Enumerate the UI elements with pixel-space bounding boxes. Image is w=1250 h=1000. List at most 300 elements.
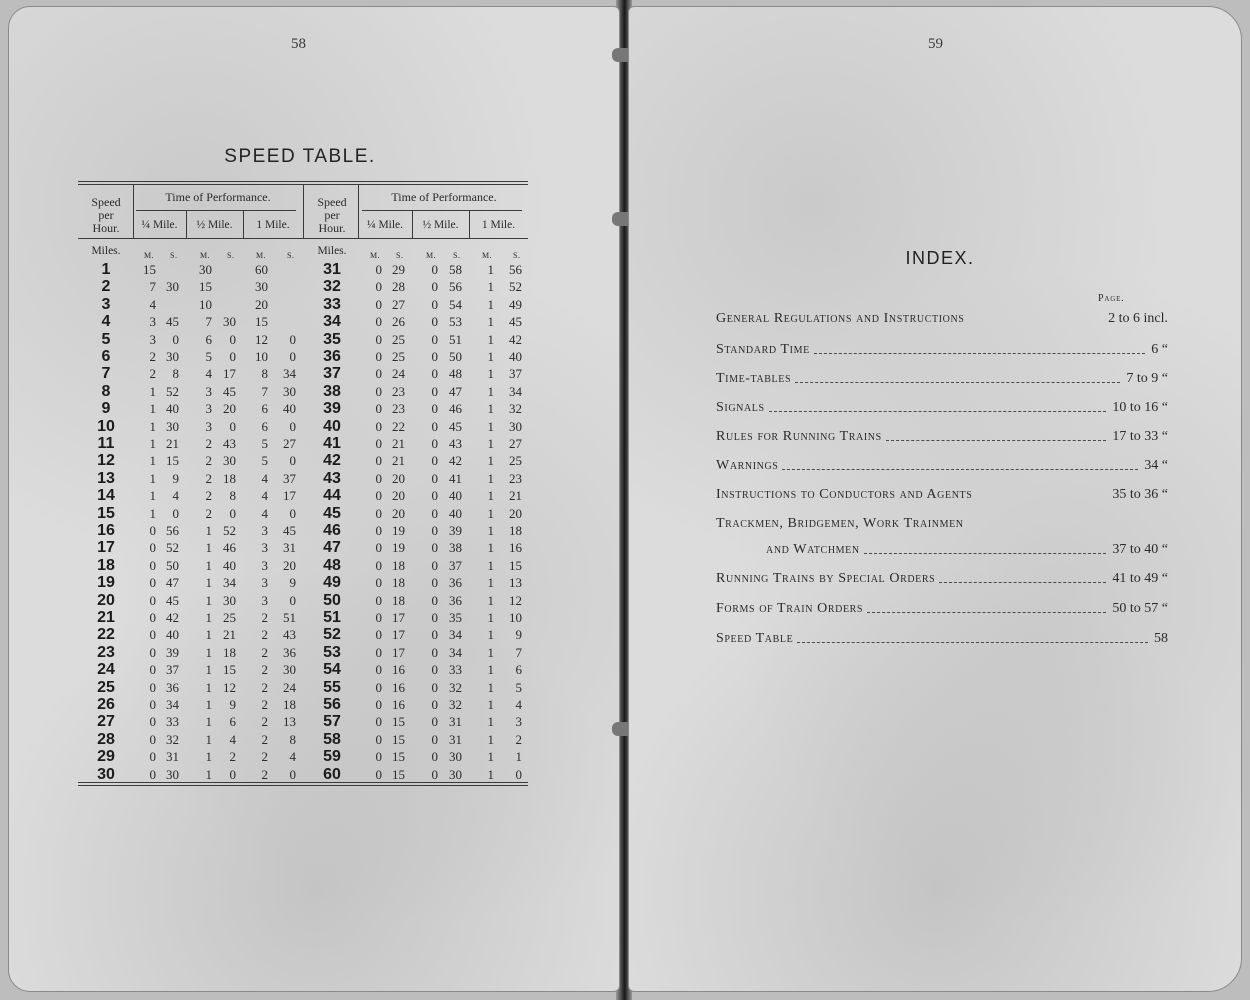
- speed-per-hour-header: Speed per Hour.: [91, 195, 121, 235]
- speed-value: 19: [97, 574, 115, 592]
- minutes-value: 0: [431, 575, 438, 591]
- seconds-value: 34: [283, 366, 296, 382]
- minutes-value: 1: [205, 697, 212, 712]
- index-entry-label: General Regulations and Instructions: [716, 311, 965, 326]
- index-leader-dots: [864, 553, 1106, 554]
- minutes-value: 10: [199, 296, 212, 312]
- seconds-value: 23: [392, 383, 405, 399]
- seconds-value: 21: [392, 453, 405, 469]
- minutes-value: 0: [375, 349, 382, 364]
- seconds-value: 18: [509, 523, 522, 538]
- index-entry-page: 37 to 40 “: [1112, 542, 1168, 557]
- minutes-value: 0: [431, 470, 438, 486]
- speed-table-title: SPEED TABLE.: [224, 146, 376, 167]
- table-row: [78, 609, 528, 626]
- seconds-value: 50: [449, 349, 462, 364]
- seconds-value: 2: [229, 749, 236, 765]
- speed-per-hour-header: Speed per Hour.: [317, 195, 347, 235]
- speed-value: 8: [101, 382, 111, 400]
- minutes-value: 8: [261, 366, 268, 382]
- minutes-value: 1: [487, 540, 494, 556]
- minutes-value: 0: [375, 383, 382, 399]
- table-row: [78, 278, 528, 295]
- speed-value: 10: [97, 417, 115, 435]
- minutes-value: 1: [487, 331, 494, 347]
- seconds-value: 34: [449, 627, 462, 643]
- speed-value: 3: [101, 295, 111, 313]
- minutes-value: 0: [431, 262, 438, 277]
- speed-value: 46: [323, 522, 341, 539]
- table-row: [78, 348, 528, 365]
- minutes-value: 1: [205, 749, 212, 765]
- seconds-value: 30: [509, 418, 522, 434]
- speed-value: 58: [323, 730, 341, 748]
- seconds-value: 17: [283, 488, 296, 504]
- minutes-value: 2: [261, 679, 268, 695]
- seconds-value: 0: [229, 505, 236, 521]
- speed-value: 55: [323, 678, 341, 696]
- index-entry: [716, 601, 1168, 621]
- seconds-value: 52: [509, 279, 522, 295]
- table-row: [78, 522, 528, 539]
- seconds-value: 16: [392, 697, 405, 712]
- table-row: [78, 313, 528, 330]
- seconds-value: 1: [515, 749, 522, 765]
- seconds-value: 32: [449, 679, 462, 695]
- seconds-value: 32: [449, 697, 462, 712]
- seconds-value: 21: [509, 488, 522, 504]
- minutes-value: 0: [431, 557, 438, 573]
- minutes-value: 6: [261, 418, 268, 434]
- minutes-value: 1: [205, 540, 212, 556]
- minutes-value: 2: [205, 488, 212, 504]
- seconds-value: 56: [449, 279, 462, 295]
- speed-value: 37: [323, 365, 341, 383]
- table-row: [78, 592, 528, 609]
- table-row: [78, 766, 528, 783]
- seconds-value: 17: [392, 610, 405, 625]
- index-leader-dots: [769, 411, 1106, 412]
- minutes-value: 1: [487, 679, 494, 695]
- seconds-value: 8: [229, 488, 236, 504]
- seconds-value: 17: [392, 644, 405, 660]
- minutes-value: 3: [205, 401, 212, 417]
- minutes-value: 0: [149, 523, 156, 538]
- minutes-value: 1: [487, 697, 494, 712]
- seconds-value: 8: [289, 731, 296, 747]
- seconds-value: 31: [166, 749, 179, 765]
- table-row: [78, 261, 528, 278]
- miles-unit: Miles.: [317, 245, 347, 257]
- minutes-value: 0: [375, 679, 382, 695]
- index-entry-label: Speed Table: [716, 631, 794, 646]
- speed-value: 41: [323, 435, 341, 452]
- seconds-value: 18: [283, 697, 296, 712]
- minutes-value: 12: [255, 331, 268, 347]
- index-entry: [716, 542, 1168, 562]
- index-entry-label: Signals: [716, 400, 765, 415]
- seconds-value: 32: [166, 731, 179, 747]
- seconds-value: 47: [449, 383, 462, 399]
- quarter-mile-header: ¼ Mile.: [141, 219, 178, 231]
- seconds-value: 43: [449, 436, 462, 451]
- seconds-unit: S.: [396, 251, 404, 260]
- speed-value: 38: [323, 382, 341, 400]
- minutes-value: 0: [375, 418, 382, 434]
- minutes-value: 1: [149, 418, 156, 434]
- seconds-value: 42: [166, 610, 179, 625]
- minutes-value: 5: [261, 436, 268, 451]
- minutes-value: 1: [487, 488, 494, 504]
- seconds-value: 19: [392, 540, 405, 556]
- seconds-value: 3: [515, 714, 522, 730]
- seconds-value: 23: [509, 470, 522, 486]
- minutes-value: 1: [149, 488, 156, 504]
- speed-value: 40: [323, 417, 341, 435]
- speed-value: 24: [97, 661, 115, 679]
- minutes-value: 1: [149, 505, 156, 521]
- speed-value: 49: [323, 574, 341, 592]
- speed-value: 27: [97, 713, 115, 731]
- seconds-value: 34: [509, 383, 522, 399]
- seconds-value: 9: [172, 470, 179, 486]
- minutes-value: 0: [375, 627, 382, 643]
- minutes-value: 1: [487, 401, 494, 417]
- miles-unit: Miles.: [91, 245, 121, 257]
- seconds-value: 48: [449, 366, 462, 382]
- seconds-value: 41: [449, 470, 462, 486]
- minutes-value: 0: [375, 331, 382, 347]
- index-leader-dots: [886, 440, 1106, 441]
- minutes-value: 1: [487, 592, 494, 608]
- minutes-value: 0: [375, 697, 382, 712]
- minutes-value: 0: [431, 383, 438, 399]
- minutes-value: 1: [487, 766, 494, 782]
- table-row: [78, 748, 528, 765]
- seconds-value: 45: [223, 383, 236, 399]
- minutes-value: 0: [375, 592, 382, 608]
- minutes-value: 6: [261, 401, 268, 417]
- seconds-value: 30: [223, 314, 236, 330]
- seconds-value: 39: [166, 644, 179, 660]
- seconds-value: 12: [509, 592, 522, 608]
- seconds-value: 29: [392, 262, 405, 277]
- speed-value: 36: [323, 348, 341, 365]
- seconds-value: 0: [289, 766, 296, 782]
- speed-value: 44: [323, 487, 341, 505]
- index-entry-page: 35 to 36 “: [1112, 487, 1168, 502]
- speed-value: 45: [323, 504, 341, 522]
- seconds-value: 50: [166, 557, 179, 573]
- seconds-value: 15: [166, 453, 179, 469]
- seconds-value: 24: [283, 679, 296, 695]
- minutes-value: 0: [431, 644, 438, 660]
- seconds-value: 21: [166, 436, 179, 451]
- seconds-value: 31: [449, 714, 462, 730]
- minutes-value: 0: [375, 262, 382, 277]
- seconds-value: 28: [392, 279, 405, 295]
- minutes-value: 4: [261, 505, 268, 521]
- seconds-value: 36: [449, 575, 462, 591]
- speed-value: 7: [101, 365, 111, 383]
- seconds-value: 16: [392, 662, 405, 678]
- seconds-unit: S.: [513, 251, 521, 260]
- seconds-value: 13: [283, 714, 296, 730]
- minutes-value: 2: [205, 453, 212, 469]
- speed-value: 28: [97, 730, 115, 748]
- seconds-value: 20: [392, 470, 405, 486]
- minutes-value: 1: [205, 557, 212, 573]
- index-leader-dots: [867, 612, 1106, 613]
- speed-value: 34: [323, 313, 341, 331]
- index-entry-page: 50 to 57 “: [1112, 601, 1168, 616]
- quarter-mile-header: ¼ Mile.: [366, 219, 404, 231]
- index-entry-label: Forms of Train Orders: [716, 601, 864, 616]
- table-row: [78, 644, 528, 661]
- minutes-value: 0: [375, 644, 382, 660]
- minutes-value: 1: [487, 627, 494, 643]
- minutes-value: 1: [487, 470, 494, 486]
- seconds-value: 15: [223, 662, 236, 678]
- minutes-value: 0: [431, 279, 438, 295]
- seconds-value: 36: [283, 644, 296, 660]
- minutes-value: 0: [431, 731, 438, 747]
- minutes-value: 1: [205, 575, 212, 591]
- minutes-value: 1: [205, 592, 212, 608]
- seconds-value: 15: [392, 749, 405, 765]
- minutes-value: 0: [431, 610, 438, 625]
- seconds-value: 4: [229, 731, 236, 747]
- minutes-value: 0: [431, 314, 438, 330]
- minutes-value: 1: [487, 714, 494, 730]
- minutes-value: 0: [431, 296, 438, 312]
- seconds-value: 0: [289, 592, 296, 608]
- minutes-value: 0: [375, 766, 382, 782]
- index-entry: [716, 631, 1168, 651]
- seconds-value: 56: [166, 523, 179, 538]
- minutes-value: 7: [149, 279, 156, 295]
- seconds-value: 27: [509, 436, 522, 451]
- table-row: [78, 679, 528, 696]
- minutes-value: 5: [205, 349, 212, 364]
- minutes-value: 15: [255, 314, 268, 330]
- minutes-unit: M.: [256, 251, 267, 260]
- seconds-value: 18: [223, 644, 236, 660]
- seconds-value: 51: [449, 331, 462, 347]
- seconds-value: 9: [229, 697, 236, 712]
- minutes-value: 0: [431, 331, 438, 347]
- minutes-value: 0: [149, 731, 156, 747]
- index-entry-label: Warnings: [716, 458, 779, 473]
- seconds-value: 18: [392, 557, 405, 573]
- index-entry-page: 41 to 49 “: [1112, 571, 1168, 586]
- seconds-value: 18: [223, 470, 236, 486]
- seconds-value: 47: [166, 575, 179, 591]
- seconds-value: 17: [223, 366, 236, 382]
- minutes-value: 1: [205, 714, 212, 730]
- seconds-value: 0: [229, 766, 236, 782]
- seconds-value: 15: [509, 557, 522, 573]
- minutes-value: 1: [487, 523, 494, 538]
- index-entry: [716, 400, 1168, 420]
- minutes-value: 0: [149, 662, 156, 678]
- minutes-value: 1: [487, 575, 494, 591]
- seconds-value: 43: [283, 627, 296, 643]
- minutes-value: 15: [143, 262, 156, 277]
- speed-value: 47: [323, 539, 341, 557]
- minutes-value: 1: [205, 644, 212, 660]
- seconds-value: 20: [223, 401, 236, 417]
- minutes-value: 0: [431, 697, 438, 712]
- minutes-unit: M.: [370, 251, 381, 260]
- minutes-value: 3: [261, 523, 268, 538]
- index-entry-page: 6 “: [1151, 342, 1168, 357]
- seconds-value: 27: [283, 436, 296, 451]
- seconds-value: 37: [509, 366, 522, 382]
- minutes-value: 1: [487, 453, 494, 469]
- table-row: [78, 365, 528, 382]
- seconds-value: 53: [449, 314, 462, 330]
- seconds-value: 43: [223, 436, 236, 451]
- minutes-value: 0: [375, 279, 382, 295]
- seconds-value: 31: [449, 731, 462, 747]
- speed-value: 29: [97, 748, 115, 766]
- seconds-value: 31: [283, 540, 296, 556]
- index-entry: [716, 311, 1168, 331]
- minutes-value: 3: [261, 557, 268, 573]
- index-entry-label: Trackmen, Bridgemen, Work Trainmen: [716, 516, 964, 531]
- minutes-value: 1: [487, 557, 494, 573]
- minutes-value: 0: [149, 714, 156, 730]
- index-entry-label: and Watchmen: [766, 542, 860, 557]
- time-performance-header: Time of Performance.: [391, 190, 497, 204]
- minutes-value: 3: [149, 331, 156, 347]
- seconds-value: 13: [509, 575, 522, 591]
- speed-value: 13: [97, 469, 115, 487]
- minutes-value: 2: [205, 470, 212, 486]
- index-entry-label: Rules for Running Trains: [716, 429, 882, 444]
- speed-value: 39: [323, 400, 341, 418]
- minutes-value: 2: [261, 662, 268, 678]
- seconds-value: 9: [515, 627, 522, 643]
- minutes-value: 0: [431, 627, 438, 643]
- table-row: [78, 696, 528, 713]
- seconds-value: 42: [509, 331, 522, 347]
- seconds-value: 40: [283, 401, 296, 417]
- minutes-value: 1: [487, 349, 494, 364]
- minutes-value: 0: [375, 749, 382, 765]
- group-rule: [362, 210, 522, 211]
- speed-value: 9: [101, 400, 111, 418]
- seconds-value: 39: [449, 523, 462, 538]
- minutes-value: 5: [261, 453, 268, 469]
- seconds-value: 34: [449, 644, 462, 660]
- speed-value: 51: [323, 609, 341, 626]
- minutes-value: 0: [375, 662, 382, 678]
- minutes-value: 1: [205, 523, 212, 538]
- seconds-value: 0: [229, 418, 236, 434]
- seconds-value: 25: [223, 610, 236, 625]
- minutes-value: 1: [205, 731, 212, 747]
- minutes-value: 1: [205, 662, 212, 678]
- index-entry-page: 17 to 33 “: [1112, 429, 1168, 444]
- minutes-value: 0: [431, 679, 438, 695]
- seconds-value: 45: [449, 418, 462, 434]
- minutes-value: 7: [261, 383, 268, 399]
- speed-value: 26: [97, 696, 115, 713]
- seconds-value: 30: [449, 749, 462, 765]
- seconds-value: 32: [509, 401, 522, 417]
- seconds-value: 25: [392, 331, 405, 347]
- seconds-value: 0: [172, 505, 179, 521]
- speed-value: 53: [323, 643, 341, 661]
- table-row: [78, 574, 528, 591]
- seconds-value: 40: [449, 505, 462, 521]
- minutes-value: 2: [261, 731, 268, 747]
- seconds-value: 21: [223, 627, 236, 643]
- seconds-value: 23: [392, 401, 405, 417]
- index-entry: [716, 516, 1168, 536]
- seconds-value: 7: [515, 644, 522, 660]
- minutes-value: 0: [431, 749, 438, 765]
- minutes-value: 1: [487, 731, 494, 747]
- seconds-value: 0: [229, 349, 236, 364]
- speed-value: 56: [323, 696, 341, 713]
- speed-value: 59: [323, 748, 341, 766]
- index-entry-page: 58: [1154, 631, 1168, 646]
- minutes-value: 1: [205, 766, 212, 782]
- speed-value: 17: [97, 539, 115, 557]
- speed-value: 12: [97, 452, 115, 470]
- minutes-value: 0: [431, 714, 438, 730]
- minutes-value: 0: [431, 523, 438, 538]
- minutes-value: 1: [205, 610, 212, 625]
- seconds-unit: S.: [287, 251, 295, 260]
- seconds-value: 45: [166, 592, 179, 608]
- table-row: [78, 435, 528, 452]
- minutes-value: 0: [375, 366, 382, 382]
- page-number-left: 58: [291, 36, 306, 52]
- minutes-value: 0: [431, 418, 438, 434]
- seconds-value: 30: [283, 662, 296, 678]
- table-row: [78, 470, 528, 487]
- minutes-value: 0: [431, 488, 438, 504]
- index-entry: [716, 458, 1168, 478]
- table-row: [78, 296, 528, 313]
- seconds-value: 36: [449, 592, 462, 608]
- minutes-value: 7: [205, 314, 212, 330]
- index-entry-label: Instructions to Conductors and Agents: [716, 487, 973, 502]
- table-row: [78, 400, 528, 417]
- minutes-value: 0: [375, 523, 382, 538]
- seconds-value: 37: [166, 662, 179, 678]
- seconds-value: 30: [223, 592, 236, 608]
- minutes-value: 1: [149, 470, 156, 486]
- seconds-value: 30: [166, 766, 179, 782]
- table-row: [78, 418, 528, 435]
- seconds-value: 15: [392, 766, 405, 782]
- seconds-value: 20: [392, 505, 405, 521]
- seconds-value: 20: [283, 557, 296, 573]
- seconds-value: 38: [449, 540, 462, 556]
- table-row: [78, 383, 528, 400]
- seconds-value: 46: [449, 401, 462, 417]
- seconds-unit: S.: [453, 251, 461, 260]
- seconds-value: 52: [223, 523, 236, 538]
- minutes-value: 2: [261, 697, 268, 712]
- seconds-value: 0: [289, 331, 296, 347]
- minutes-value: 0: [431, 436, 438, 451]
